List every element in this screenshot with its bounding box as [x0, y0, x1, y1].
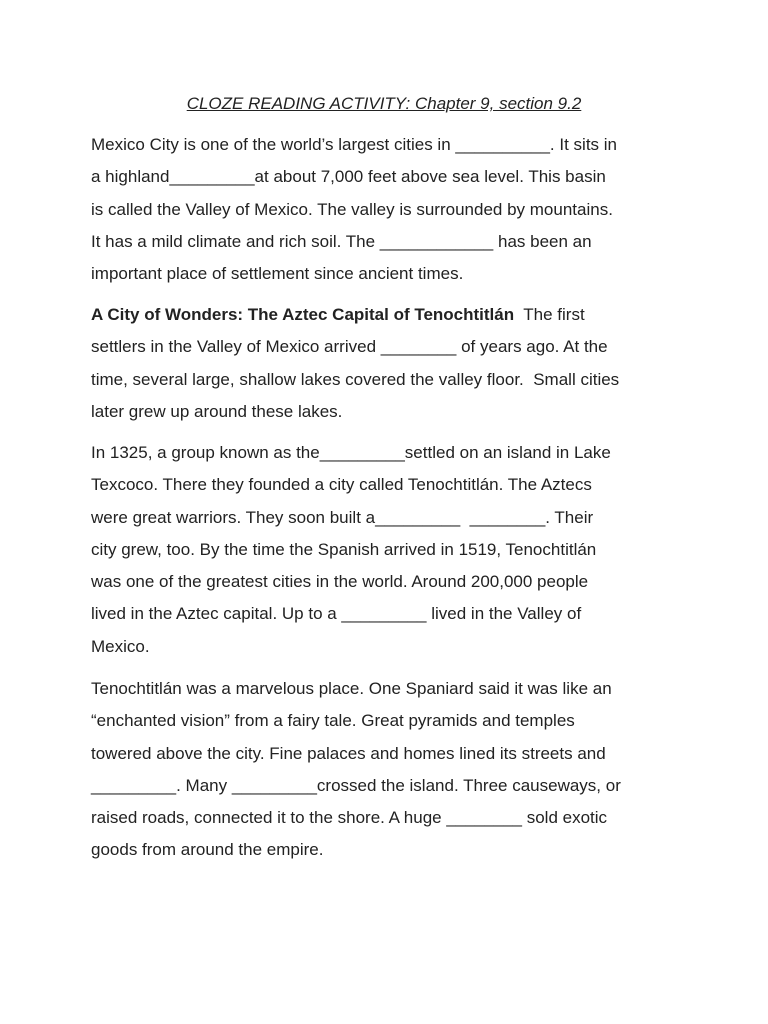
text-line: It has a mild climate and rich soil. The ____________ has been an — [91, 231, 592, 251]
text-line: time, several large, shallow lakes covered the valley floor. Small cities — [91, 369, 620, 389]
text-line: “enchanted vision” from a fairy tale. Great pyramids and temples — [91, 711, 575, 731]
text-line — [91, 299, 691, 331]
text-line: goods from around the empire. — [91, 840, 324, 860]
text-line: is called the Valley of Mexico. The valley is surrounded by mountains. — [91, 199, 613, 219]
text-line: towered above the city. Fine palaces and homes lined its streets and — [91, 743, 606, 763]
text-line: _________. Many _________crossed the island. Three causeways, or — [91, 775, 621, 795]
text-line: raised roads, connected it to the shore. A huge ________ sold exotic — [91, 808, 608, 828]
text-line: Mexico City is one of the world’s largest cities in __________. It sits in — [91, 135, 618, 154]
paragraph-marvelous-place — [91, 673, 691, 867]
text-line: Mexico. — [91, 636, 150, 656]
text-line: a highland_________at about 7,000 feet above sea level. This basin — [91, 167, 606, 187]
section-heading: A City of Wonders: The Aztec Capital of Tenochtitlán — [91, 305, 515, 324]
text-line: Texcoco. There they founded a city called Tenochtitlán. The Aztecs — [91, 475, 592, 495]
text-line: In 1325, a group known as the_________settled on an island in Lake — [91, 443, 611, 462]
text-line: later grew up around these lakes. — [91, 401, 343, 421]
paragraph-aztecs-1325 — [91, 437, 691, 663]
text-line: Tenochtitlán was a marvelous place. One Spaniard said it was like an — [91, 679, 612, 698]
text-line: was one of the greatest cities in the world. Around 200,000 people — [91, 572, 589, 592]
text-line: settlers in the Valley of Mexico arrived ________ of years ago. At the — [91, 337, 608, 357]
text-line: city grew, too. By the time the Spanish arrived in 1519, Tenochtitlán — [91, 539, 597, 559]
text-line: important place of settlement since ancient times. — [91, 264, 464, 284]
paragraph-city-of-wonders — [91, 299, 691, 428]
text-line: were great warriors. They soon built a_________ ________. Their — [91, 507, 594, 527]
text-fragment: The first — [514, 305, 585, 324]
text-line: lived in the Aztec capital. Up to a _________ lived in the Valley of — [91, 604, 582, 624]
paragraph-intro — [91, 129, 691, 290]
worksheet-title: CLOZE READING ACTIVITY: Chapter 9, section 9.2 — [186, 94, 582, 113]
